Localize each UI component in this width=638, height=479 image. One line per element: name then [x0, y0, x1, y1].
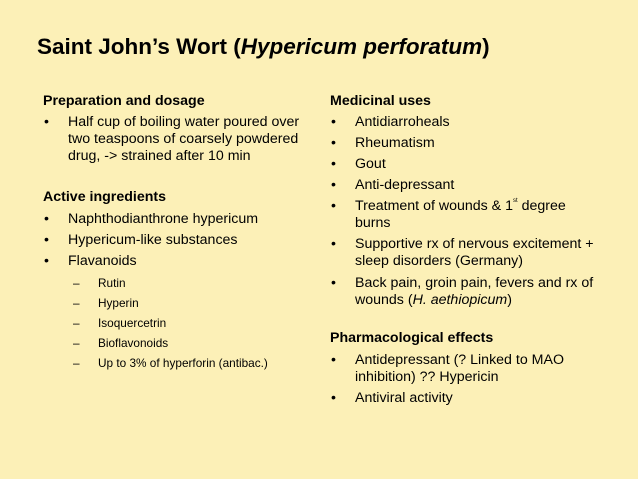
title-text: Saint John’s Wort ( — [37, 34, 241, 59]
back-pain-text: Back pain, groin pain, fevers and rx of wounds ( — [355, 275, 594, 308]
bullet-icon: • — [44, 232, 49, 248]
sub-list-item-text: Up to 3% of hyperforin (antibac.) — [98, 356, 268, 370]
bullet-icon: • — [331, 114, 336, 130]
bullet-icon: • — [331, 352, 336, 368]
dash-icon: – — [73, 276, 80, 290]
list-item — [330, 198, 602, 232]
bullet-icon: • — [331, 156, 336, 172]
ordinal-suffix: st — [512, 198, 518, 204]
right-column — [330, 93, 602, 407]
slide-title — [37, 34, 490, 60]
bullet-icon: • — [44, 253, 49, 269]
list-item-text: Anti-depressant — [355, 177, 455, 193]
list-item — [330, 156, 602, 173]
list-item-text — [355, 275, 593, 308]
list-item — [43, 253, 305, 270]
title-close-paren: ) — [482, 34, 490, 59]
flavanoids-sublist — [43, 273, 305, 373]
list-item — [330, 275, 602, 309]
sub-list-item-text: Rutin — [98, 276, 126, 290]
list-item — [330, 352, 602, 386]
pharmacological-effects-list — [330, 352, 602, 407]
ingredients-heading: Active ingredients — [43, 189, 166, 205]
list-item — [43, 232, 305, 249]
list-item — [330, 177, 602, 194]
list-item — [43, 211, 305, 228]
bullet-icon: • — [44, 211, 49, 227]
sub-list-item-text: Bioflavonoids — [98, 336, 169, 350]
list-item-text: Naphthodianthrone hypericum — [68, 211, 259, 227]
medicinal-uses-list — [330, 114, 602, 309]
list-item-text: Antidiarroheals — [355, 114, 450, 130]
bullet-icon: • — [44, 114, 49, 130]
title-latin-name: Hypericum perforatum — [240, 34, 483, 59]
sub-list-item — [43, 273, 305, 293]
sub-list-item — [43, 313, 305, 333]
dash-icon: – — [73, 336, 80, 350]
bullet-icon: • — [331, 177, 336, 193]
list-item-text: Half cup of boiling water poured over two teaspoons of coarsely powdered drug, -> strained after 10 min — [68, 114, 300, 164]
list-item-text: Gout — [355, 156, 386, 172]
back-pain-close-paren: ) — [507, 292, 512, 308]
sub-list-item — [43, 333, 305, 353]
preparation-heading: Preparation and dosage — [43, 93, 205, 109]
sub-list-item — [43, 293, 305, 313]
dash-icon: – — [73, 296, 80, 310]
bullet-icon: • — [331, 236, 336, 252]
list-item-text: Antiviral activity — [355, 390, 453, 406]
bullet-icon: • — [331, 275, 336, 291]
list-item — [43, 114, 305, 165]
species-name: H. aethiopicum — [412, 292, 508, 308]
list-item-text — [355, 198, 566, 231]
list-item-text: Rheumatism — [355, 135, 435, 151]
sub-list-item-text: Isoquercetrin — [98, 316, 167, 330]
list-item — [330, 236, 602, 270]
sub-list-item-text: Hyperin — [98, 296, 139, 310]
treatment-text: Treatment of wounds & 1 — [355, 198, 513, 214]
ingredients-list — [43, 211, 305, 270]
list-item-text: Hypericum-like substances — [68, 232, 238, 248]
list-item-text: Antidepressant (? Linked to MAO inhibition) ?? Hypericin — [355, 352, 564, 385]
dash-icon: – — [73, 356, 80, 370]
bullet-icon: • — [331, 198, 336, 214]
left-column — [43, 93, 305, 373]
pharmacological-effects-heading: Pharmacological effects — [330, 330, 494, 346]
list-item-text: Supportive rx of nervous excitement + sleep disorders (Germany) — [355, 236, 594, 269]
bullet-icon: • — [331, 390, 336, 406]
sub-list-item — [43, 353, 305, 373]
list-item — [330, 135, 602, 152]
list-item — [330, 114, 602, 131]
dash-icon: – — [73, 316, 80, 330]
medicinal-uses-heading: Medicinal uses — [330, 93, 431, 109]
preparation-list — [43, 114, 305, 165]
list-item-text: Flavanoids — [68, 253, 137, 269]
treatment-text-end: degree burns — [355, 198, 566, 231]
bullet-icon: • — [331, 135, 336, 151]
list-item — [330, 390, 602, 407]
